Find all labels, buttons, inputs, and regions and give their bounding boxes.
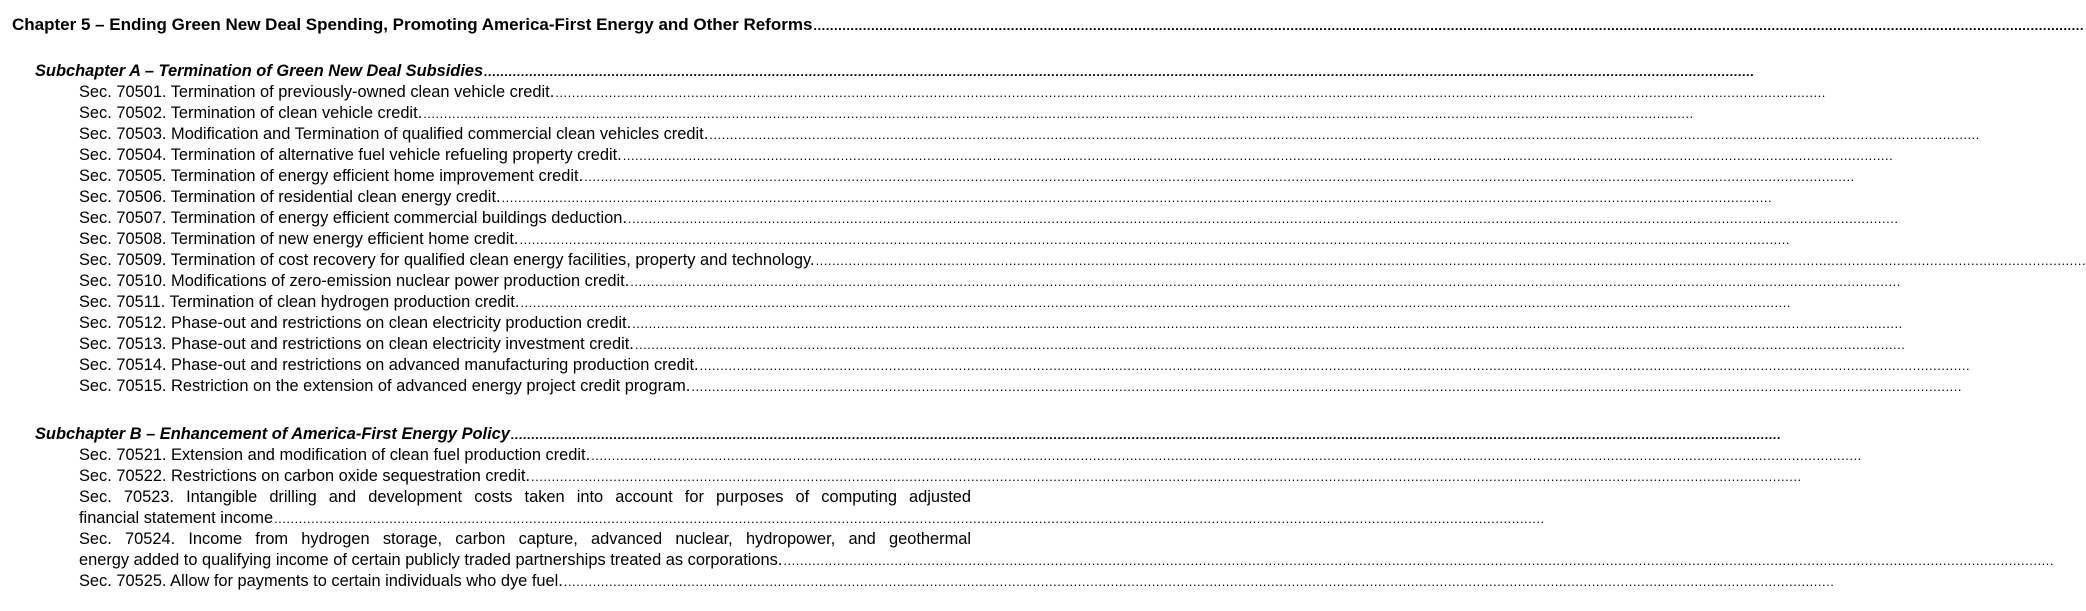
- section-title: Sec. 70505. Termination of energy efficient home improvement credit.: [79, 167, 584, 185]
- toc-entry: [79, 187, 1773, 208]
- subchapter-b-title: Subchapter B – Enhancement of America-First Energy Policy: [35, 425, 510, 443]
- section-title: Sec. 70506. Termination of residential clean energy credit.: [79, 188, 501, 206]
- section-title: Sec. 70508. Termination of new energy efficient home credit.: [79, 230, 519, 248]
- toc-entry: [79, 292, 1791, 313]
- toc-entry: [79, 550, 2054, 571]
- toc-entry: [79, 250, 2086, 271]
- dot-leader: .....................................................................................................................................................................................................................................................................................................................: [555, 85, 1826, 100]
- dot-leader: .....................................................................................................................................................................................................................................................................................................................: [484, 64, 1755, 79]
- section-title-continuation: energy added to qualifying income of certain publicly traded partnerships treated as corporations.: [79, 551, 783, 569]
- dot-leader: .....................................................................................................................................................................................................................................................................................................................: [520, 295, 1791, 310]
- toc-entry: [79, 229, 1791, 250]
- toc-entry: [79, 124, 1980, 145]
- dot-leader: .....................................................................................................................................................................................................................................................................................................................: [501, 190, 1773, 205]
- section-title: Sec. 70521. Extension and modification of clean fuel production credit.: [79, 446, 591, 464]
- section-title: Sec. 70525. Allow for payments to certain individuals who dye fuel.: [79, 572, 563, 590]
- toc-entry: [79, 166, 1855, 187]
- dot-leader: .....................................................................................................................................................................................................................................................................................................................: [630, 274, 1901, 289]
- subchapter-a-heading: [35, 61, 1755, 82]
- section-title: Sec. 70501. Termination of previously-owned clean vehicle credit.: [79, 83, 555, 101]
- toc-entry: [79, 145, 1894, 166]
- section-title-line: Sec. 70524. Income from hydrogen storage, carbon capture, advanced nuclear, hydropower, and geothermal: [79, 530, 971, 548]
- dot-leader: .....................................................................................................................................................................................................................................................................................................................: [709, 127, 1980, 142]
- dot-leader: .....................................................................................................................................................................................................................................................................................................................: [591, 448, 1862, 463]
- dot-leader: .....................................................................................................................................................................................................................................................................................................................: [815, 253, 2086, 268]
- toc-entry: [79, 334, 1906, 355]
- dot-leader: .....................................................................................................................................................................................................................................................................................................................: [627, 211, 1899, 226]
- toc-entry: [79, 466, 1802, 487]
- toc-entry: [79, 313, 1903, 334]
- section-title: Sec. 70510. Modifications of zero-emission nuclear power production credit.: [79, 272, 630, 290]
- toc-entry: [79, 355, 1971, 376]
- toc-entry: [79, 445, 1862, 466]
- section-title: Sec. 70512. Phase-out and restrictions on clean electricity production credit.: [79, 314, 632, 332]
- dot-leader: .....................................................................................................................................................................................................................................................................................................................: [632, 316, 1903, 331]
- toc-entry: [79, 271, 1901, 292]
- toc-entry: [79, 103, 1694, 124]
- subchapter-b-heading: [35, 424, 1782, 445]
- dot-leader: .....................................................................................................................................................................................................................................................................................................................: [622, 148, 1894, 163]
- dot-leader: .....................................................................................................................................................................................................................................................................................................................: [584, 169, 1855, 184]
- toc-entry: [79, 571, 1835, 592]
- chapter-title: Chapter 5 – Ending Green New Deal Spending, Promoting America-First Energy and Other Reforms: [12, 15, 813, 34]
- dot-leader: .....................................................................................................................................................................................................................................................................................................................: [813, 18, 2084, 33]
- section-title: Sec. 70514. Phase-out and restrictions on advanced manufacturing production credit.: [79, 356, 699, 374]
- section-title-line: Sec. 70523. Intangible drilling and development costs taken into account for purposes of computing adjusted: [79, 488, 971, 506]
- section-title-continuation: financial statement income: [79, 509, 274, 527]
- dot-leader: .....................................................................................................................................................................................................................................................................................................................: [510, 427, 1782, 442]
- section-title: Sec. 70502. Termination of clean vehicle credit.: [79, 104, 423, 122]
- section-title: Sec. 70515. Restriction on the extension of advanced energy project credit program.: [79, 377, 691, 395]
- dot-leader: .....................................................................................................................................................................................................................................................................................................................: [699, 358, 1971, 373]
- dot-leader: .....................................................................................................................................................................................................................................................................................................................: [274, 511, 1545, 526]
- dot-leader: .....................................................................................................................................................................................................................................................................................................................: [519, 232, 1791, 247]
- section-title: Sec. 70507. Termination of energy efficient commercial buildings deduction.: [79, 209, 627, 227]
- subchapter-a-title: Subchapter A – Termination of Green New Deal Subsidies: [35, 62, 484, 80]
- chapter-heading: [12, 14, 2084, 36]
- dot-leader: .....................................................................................................................................................................................................................................................................................................................: [634, 337, 1906, 352]
- dot-leader: .....................................................................................................................................................................................................................................................................................................................: [531, 469, 1802, 484]
- section-title: Sec. 70509. Termination of cost recovery for qualified clean energy facilities, property and technology.: [79, 251, 815, 269]
- toc-entry: [79, 82, 1826, 103]
- dot-leader: .....................................................................................................................................................................................................................................................................................................................: [691, 379, 1962, 394]
- section-title: Sec. 70513. Phase-out and restrictions on clean electricity investment credit.: [79, 335, 634, 353]
- toc-entry: [79, 208, 1899, 229]
- toc-entry: [79, 376, 1962, 397]
- dot-leader: .....................................................................................................................................................................................................................................................................................................................: [783, 553, 2054, 568]
- dot-leader: .....................................................................................................................................................................................................................................................................................................................: [563, 574, 1835, 589]
- section-title: Sec. 70522. Restrictions on carbon oxide sequestration credit.: [79, 467, 530, 485]
- section-title: Sec. 70504. Termination of alternative fuel vehicle refueling property credit.: [79, 146, 622, 164]
- section-title: Sec. 70503. Modification and Termination of qualified commercial clean vehicles credit.: [79, 125, 709, 143]
- toc-entry: [79, 508, 1545, 529]
- section-title: Sec. 70511. Termination of clean hydrogen production credit.: [79, 293, 520, 311]
- dot-leader: .....................................................................................................................................................................................................................................................................................................................: [423, 106, 1694, 121]
